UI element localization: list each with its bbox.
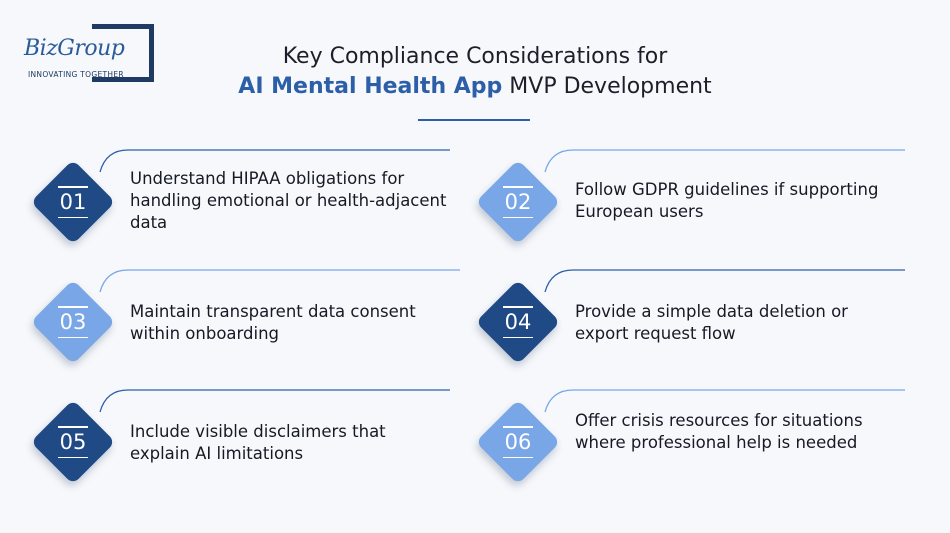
- item-number: 03: [52, 304, 94, 340]
- item-number: 02: [497, 184, 539, 220]
- title-underline: [418, 119, 530, 121]
- title-rest: MVP Development: [502, 74, 712, 99]
- consideration-card-03: [30, 266, 450, 376]
- consideration-card-05: [30, 386, 450, 496]
- consideration-card-02: [475, 146, 895, 256]
- item-text: Include visible disclaimers that explain AI limitations: [130, 422, 386, 463]
- item-number: 01: [52, 184, 94, 220]
- item-text: Follow GDPR guidelines if supporting European users: [575, 180, 879, 221]
- item-number: 06: [497, 424, 539, 460]
- consideration-card-06: [475, 386, 895, 496]
- item-text: Understand HIPAA obligations for handling emotional or health-adjacent data: [130, 169, 447, 232]
- title-accent: AI Mental Health App: [238, 74, 503, 99]
- consideration-card-01: [30, 146, 450, 256]
- consideration-card-04: [475, 266, 895, 376]
- item-text: Maintain transparent data consent within onboarding: [130, 302, 416, 343]
- item-text: Offer crisis resources for situations where professional help is needed: [575, 411, 863, 452]
- item-number: 04: [497, 304, 539, 340]
- logo-brand: BizGroup: [24, 36, 125, 61]
- item-number: 05: [52, 424, 94, 460]
- logo-tagline: INNOVATING TOGETHER: [28, 70, 124, 79]
- page-title-line-1: Key Compliance Considerations for: [282, 44, 668, 69]
- item-text: Provide a simple data deletion or export request flow: [575, 302, 848, 343]
- page-title-line-2: [0, 72, 950, 102]
